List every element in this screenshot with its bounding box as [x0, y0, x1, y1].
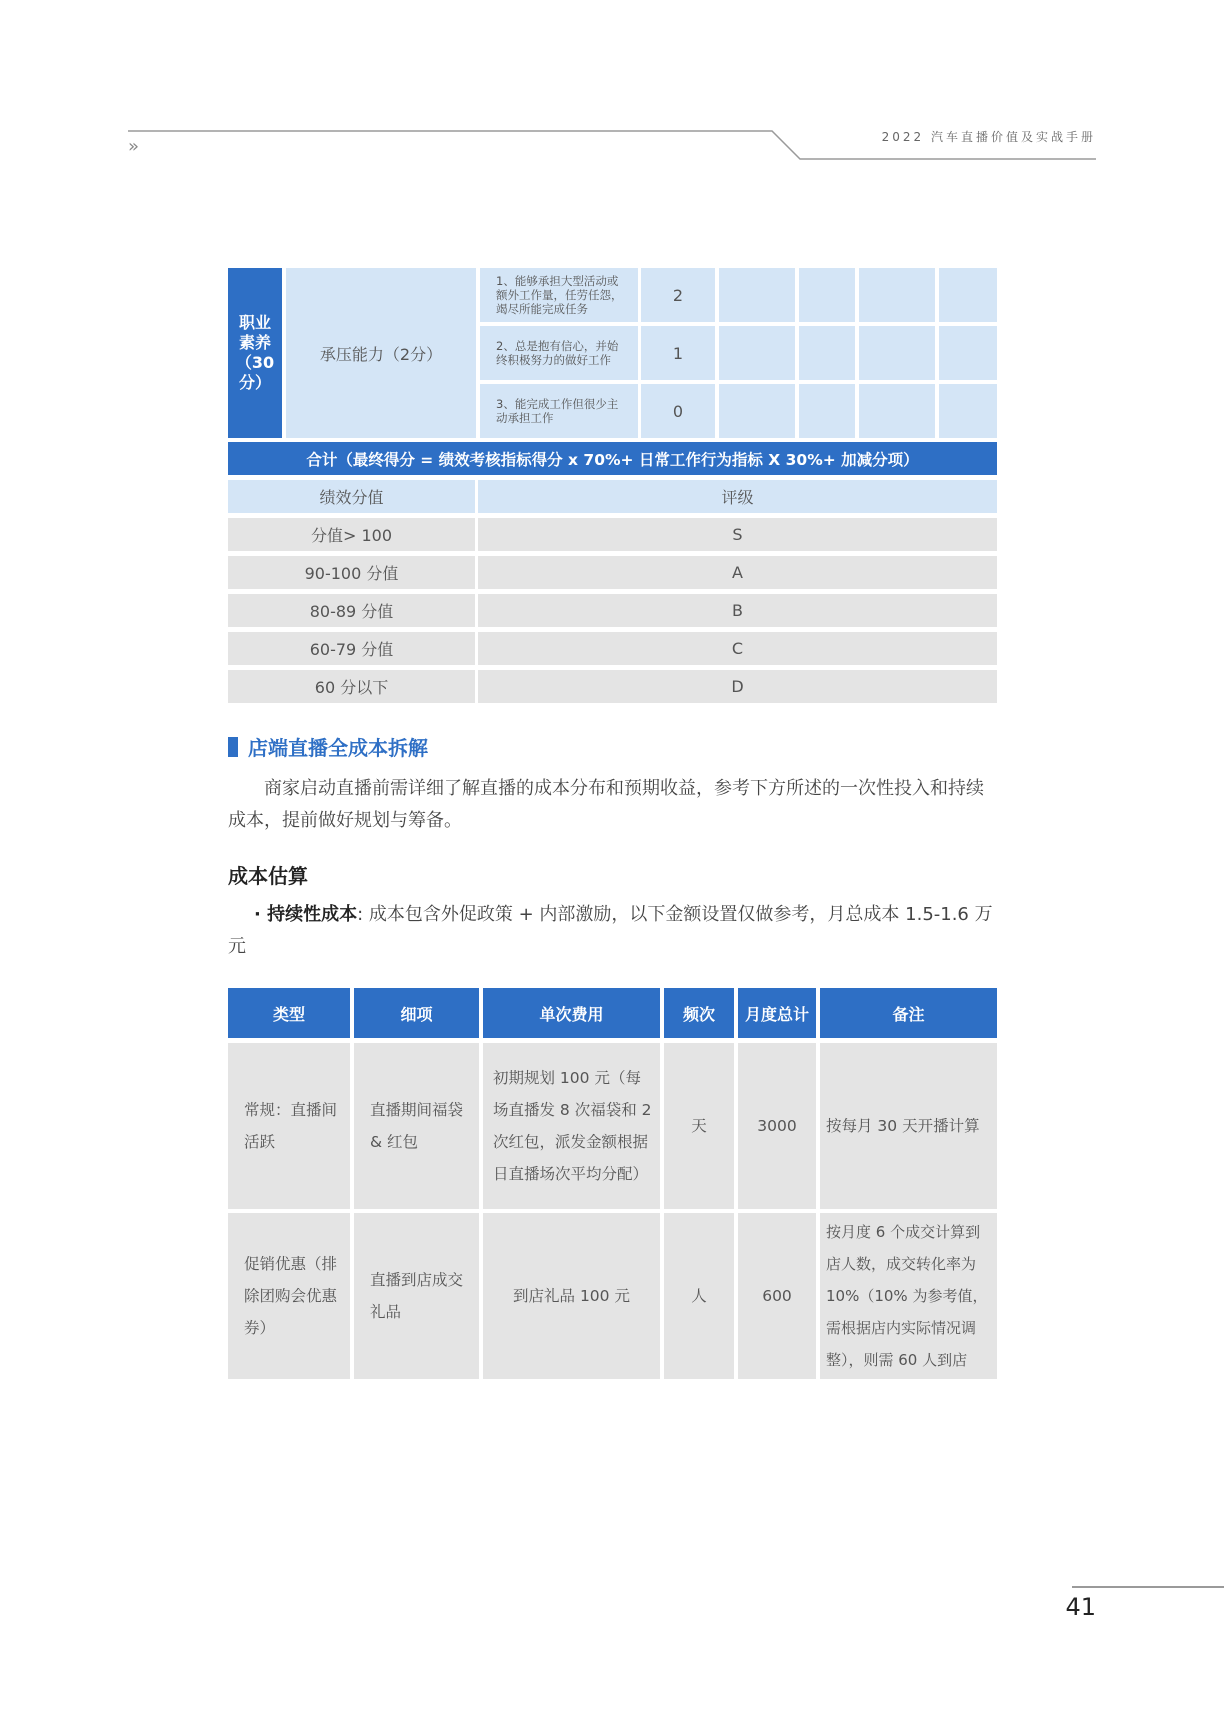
empty-cell	[719, 268, 795, 322]
intro-paragraph: 商家启动直播前需详细了解直播的成本分布和预期收益，参考下方所述的一次性投入和持续成本，提前做好规划与筹备。	[228, 778, 984, 831]
cost-note: 按月度 6 个成交计算到店人数，成交转化率为 10%（10% 为参考值，需根据店内实际情况调整），则需 60 人到店	[820, 1213, 997, 1379]
grade-range: 90-100 分值	[228, 556, 475, 589]
criteria-desc: 2、总是抱有信心，并始终积极努力的做好工作	[480, 326, 638, 380]
cost-header-note: 备注	[820, 988, 997, 1038]
cost-unit-cost: 初期规划 100 元（每场直播发 8 次福袋和 2 次红包，派发金额根据日直播场次平均分配）	[483, 1043, 660, 1209]
empty-cell	[859, 326, 935, 380]
total-formula-row: 合计（最终得分 = 绩效考核指标得分 x 70%+ 日常工作行为指标 X 30%+ 加减分项）	[228, 442, 997, 475]
grade-value: A	[478, 556, 997, 589]
cost-note: 按每月 30 天开播计算	[820, 1043, 997, 1209]
criteria-score: 0	[641, 384, 715, 438]
footer-rule	[1072, 1586, 1224, 1588]
cost-header-monthly-total: 月度总计	[738, 988, 816, 1038]
chevron-right-icon: »	[128, 136, 140, 157]
running-header-title: 2022 汽车直播价值及实战手册	[881, 130, 1096, 144]
cost-header-unit-cost: 单次费用	[483, 988, 660, 1038]
empty-cell	[939, 268, 997, 322]
empty-cell	[859, 384, 935, 438]
empty-cell	[939, 326, 997, 380]
criteria-score: 1	[641, 326, 715, 380]
empty-cell	[719, 384, 795, 438]
cost-frequency: 天	[664, 1043, 734, 1209]
cost-detail: 直播期间福袋 & 红包	[354, 1043, 479, 1209]
empty-cell	[859, 268, 935, 322]
cost-unit-cost: 到店礼品 100 元	[483, 1213, 660, 1379]
empty-cell	[799, 326, 855, 380]
cost-frequency: 人	[664, 1213, 734, 1379]
subsection-heading: 成本估算	[228, 864, 308, 888]
page-number: 41	[1065, 1593, 1096, 1621]
criteria-desc: 1、能够承担大型活动或额外工作量，任劳任怨，竭尽所能完成任务	[480, 268, 638, 322]
grade-range: 分值> 100	[228, 518, 475, 551]
empty-cell	[939, 384, 997, 438]
cost-monthly-total: 600	[738, 1213, 816, 1379]
bullet-label: · 持续性成本	[254, 904, 358, 925]
criteria-desc: 3、能完成工作但很少主动承担工作	[480, 384, 638, 438]
category-cell: 职业素养（30分）	[228, 268, 282, 438]
grade-value: S	[478, 518, 997, 551]
empty-cell	[799, 384, 855, 438]
grade-header-range: 绩效分值	[228, 480, 475, 513]
grade-range: 80-89 分值	[228, 594, 475, 627]
bullet-paragraph: · 持续性成本: 成本包含外促政策 + 内部激励，以下金额设置仅做参考，月总成本 1.5-1.6 万元	[228, 904, 993, 957]
grade-value: C	[478, 632, 997, 665]
empty-cell	[719, 326, 795, 380]
item-cell: 承压能力（2分）	[286, 268, 476, 438]
grade-header-grade: 评级	[478, 480, 997, 513]
grade-range: 60 分以下	[228, 670, 475, 703]
grade-range: 60-79 分值	[228, 632, 475, 665]
cost-type: 促销优惠（排除团购会优惠券）	[228, 1213, 350, 1379]
cost-header-type: 类型	[228, 988, 350, 1038]
section-title: 店端直播全成本拆解	[228, 732, 428, 761]
criteria-score: 2	[641, 268, 715, 322]
grade-value: B	[478, 594, 997, 627]
cost-detail: 直播到店成交礼品	[354, 1213, 479, 1379]
grade-value: D	[478, 670, 997, 703]
cost-header-detail: 细项	[354, 988, 479, 1038]
cost-monthly-total: 3000	[738, 1043, 816, 1209]
cost-header-frequency: 频次	[664, 988, 734, 1038]
cost-type: 常规：直播间活跃	[228, 1043, 350, 1209]
empty-cell	[799, 268, 855, 322]
section-marker	[228, 737, 238, 757]
